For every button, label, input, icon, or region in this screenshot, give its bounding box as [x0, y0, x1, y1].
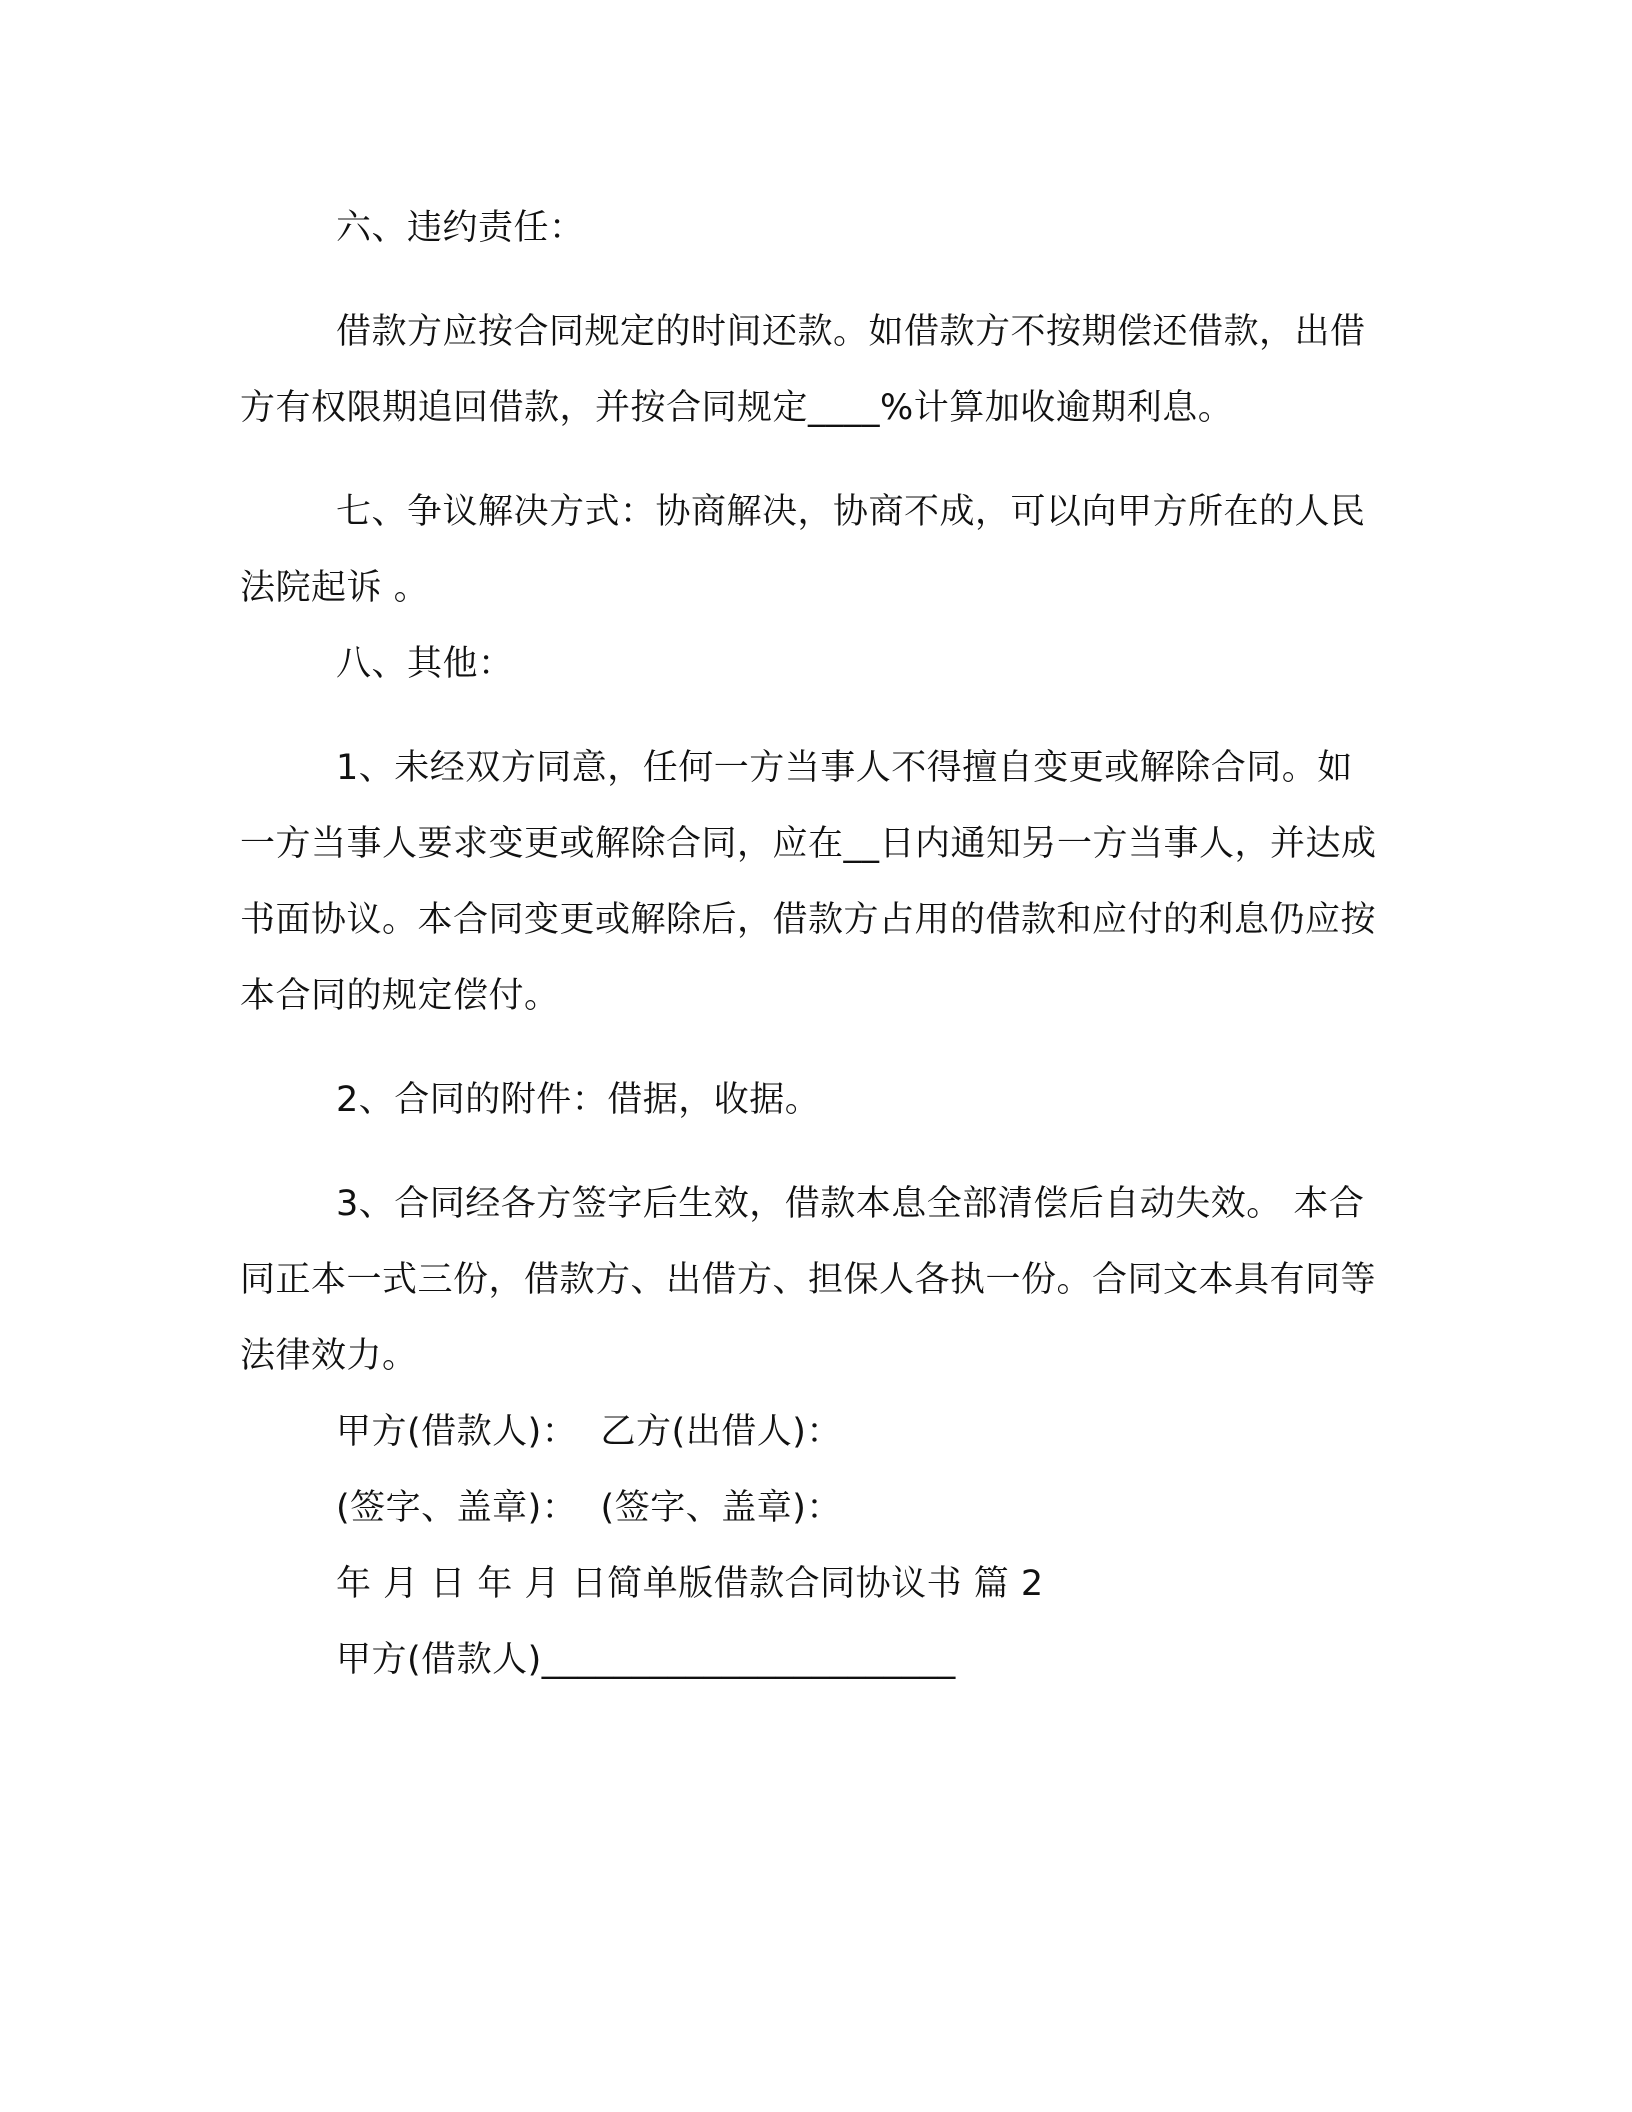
signature-date-title: 年 月 日 年 月 日简单版借款合同协议书 篇 2 [336, 1564, 1044, 1604]
section-7-body: 七、争议解决方式：协商解决，协商不成，可以向甲方所在的人民法院起诉 。 [240, 492, 1366, 608]
section-8-item-1: 1、未经双方同意，任何一方当事人不得擅自变更或解除合同。如一方当事人要求变更或解除合同，应在__日内通知另一方当事人，并达成书面协议。本合同变更或解除后，借款方占用的借款和应付的利息仍应按本合同的规定偿付。 [240, 748, 1377, 1016]
section-8-heading: 八、其他： [336, 644, 514, 684]
section-6-heading: 六、违约责任： [336, 208, 585, 248]
document-body [240, 190, 1380, 1698]
section-8-item-3: 3、合同经各方签字后生效，借款本息全部清偿后自动失效。 本合同正本一式三份，借款方、出借方、担保人各执一份。合同文本具有同等法律效力。 [240, 1184, 1377, 1376]
party-a-line: 甲方(借款人)_______________________ [336, 1640, 956, 1680]
section-6-body: 借款方应按合同规定的时间还款。如借款方不按期偿还借款，出借方有权限期追回借款，并按合同规定____%计算加收逾期利息。 [240, 312, 1366, 428]
signature-seals: (签字、盖章)： (签字、盖章)： [336, 1488, 842, 1528]
section-8-item-2: 2、合同的附件：借据，收据。 [336, 1080, 821, 1120]
signature-parties: 甲方(借款人)： 乙方(出借人)： [336, 1412, 842, 1452]
